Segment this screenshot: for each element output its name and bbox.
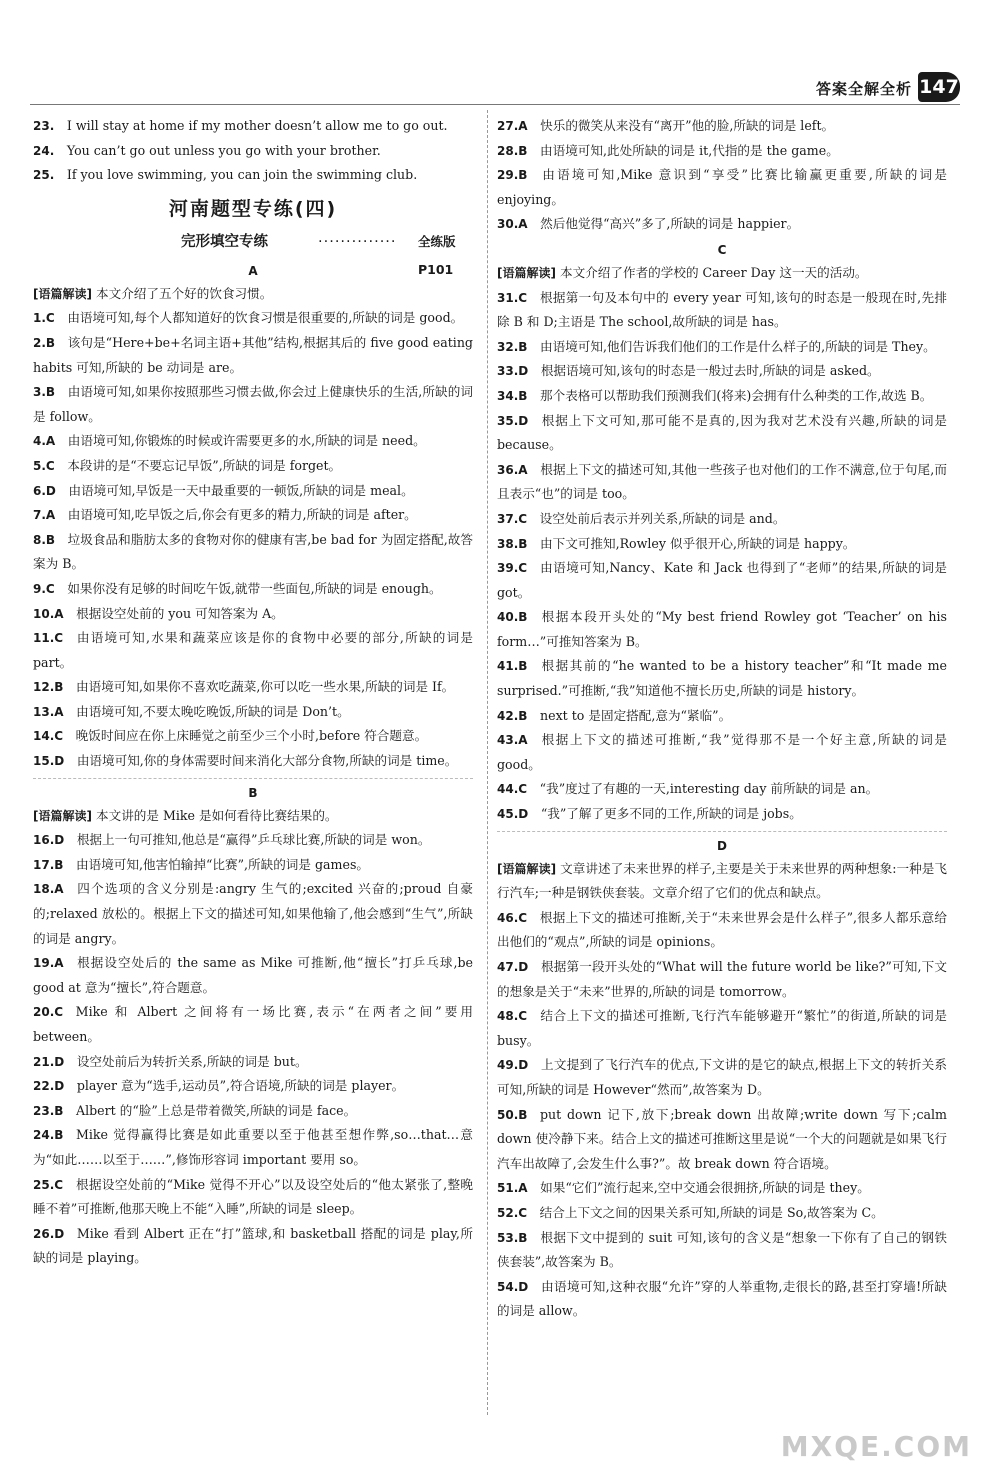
answer-text: next to 是固定搭配,意为“紧临”。 — [540, 707, 732, 723]
answer-item — [33, 1099, 473, 1124]
answer-text: 结合上下文之间的因果关系可知,所缺的词是 So,故答案为 C。 — [539, 1204, 884, 1220]
answer-text: 由语境可知,不要太晚吃晚饭,所缺的词是 Don’t。 — [76, 703, 350, 719]
answer-item — [497, 335, 947, 360]
answer-item — [33, 749, 473, 774]
answer-item — [497, 1004, 947, 1053]
answer-item — [497, 556, 947, 605]
answer-text: 然后他觉得“高兴”多了,所缺的词是 happier。 — [540, 216, 800, 232]
answer-text: Mike 觉得赢得比赛是如此重要以至于他甚至想作弊,so…that…意为“如此……以至于……”,修饰形容词 important 要用 so。 — [33, 1127, 473, 1167]
answer-number: 34.B — [497, 388, 528, 403]
answer-number: 4.A — [33, 434, 56, 449]
answer-number: 35.D — [497, 413, 529, 428]
answer-number: 39.C — [497, 561, 528, 576]
answer-item — [497, 728, 947, 777]
answer-item — [497, 1176, 947, 1201]
answer-number: 19.A — [33, 956, 64, 971]
answer-text: 结合上下文的描述可推断,飞行汽车能够避开“繁忙”的街道,所缺的词是 busy。 — [497, 1008, 947, 1048]
answer-number: 23. — [33, 119, 55, 133]
answer-number: 3.B — [33, 385, 56, 400]
answer-item — [33, 454, 473, 479]
page-number: 147 — [918, 72, 960, 102]
answer-text: 根据上一句可推知,他总是“赢得”乒乓球比赛,所缺的词是 won。 — [76, 832, 431, 848]
group-a-reading — [33, 282, 473, 307]
answer-number: 28.B — [497, 143, 528, 158]
subtitle-name: 完形填空专练 — [181, 233, 268, 250]
answer-number: 25. — [33, 168, 55, 183]
answer-text: 四个选项的含义分别是:angry 生气的;excited 兴奋的;proud 自豪的;relaxed 放松的。根据上下文的描述可知,如果他输了,他会感到“生气”,所缺的词是 angry。 — [33, 881, 473, 946]
answer-number: 2.B — [33, 335, 56, 350]
answer-number: 50.B — [497, 1107, 528, 1122]
section-title: 河南题型专练(四) — [168, 197, 338, 220]
answer-number: 24. — [33, 143, 55, 158]
answer-item — [497, 1201, 947, 1226]
answer-item — [33, 528, 473, 577]
answer-text: 根据语境可知,该句的时态是一般过去时,所缺的词是 asked。 — [540, 363, 880, 379]
answer-item — [33, 1222, 473, 1271]
answer-item — [33, 700, 473, 725]
answer-item — [497, 532, 947, 557]
answer-text: 由语境可知,此处所缺的词是 it,代指的是 the game。 — [540, 142, 839, 158]
answer-item — [497, 1103, 947, 1177]
answer-text: 上文提到了飞行汽车的优点,下文讲的是它的缺点,根据上下文的转折关系可知,所缺的词是 However“然而”,故答案为 D。 — [497, 1057, 947, 1097]
answer-item — [33, 429, 473, 454]
reading-tag: [语篇解读] — [497, 265, 556, 280]
answer-item — [497, 507, 947, 532]
answer-number: 22.D — [33, 1079, 65, 1094]
answer-item — [33, 380, 473, 429]
answer-item — [33, 1000, 473, 1049]
answer-text: 根据第一段开头处的“What will the future world be like?”可知,下文的想象是关于“未来”世界的,所缺的词是 tomorrow。 — [497, 959, 947, 999]
answer-number: 8.B — [33, 532, 56, 547]
answer-item — [33, 331, 473, 380]
answer-item — [497, 704, 947, 729]
answer-number: 47.D — [497, 960, 529, 974]
answer-item — [497, 906, 947, 955]
answer-number: 21.D — [33, 1054, 65, 1069]
answer-number: 7.A — [33, 508, 56, 523]
answer-item — [497, 654, 947, 703]
answer-item — [33, 163, 473, 188]
answer-text: 根据其前的“he wanted to be a history teacher”和“It made me surprised.”可推断,“我”知道他不擅长历史,所缺的词是 history。 — [497, 658, 947, 699]
answer-text: 由语境可知,Mike 意识到“享受”比赛比输赢更重要,所缺的词是 enjoying。 — [497, 167, 947, 207]
answer-number: 14.C — [33, 729, 64, 744]
answer-number: 13.A — [33, 704, 64, 719]
answer-item — [497, 139, 947, 164]
reading-tag: [语篇解读] — [497, 861, 557, 876]
answer-text: 由语境可知,这种衣服“允许”穿的人举重物,走很长的路,甚至打穿墙!所缺的词是 allow。 — [497, 1278, 947, 1319]
answer-number: 54.D — [497, 1279, 529, 1294]
answer-text: I will stay at home if my mother doesn’t allow me to go out. — [66, 118, 448, 133]
answer-text: 由语境可知,如果你按照那些习惯去做,你会过上健康快乐的生活,所缺的词是 follow。 — [33, 384, 473, 424]
top-items — [497, 114, 947, 237]
watermark: MXQE.COM — [780, 1430, 972, 1463]
answer-text: 由语境可知,你锻炼的时候或许需要更多的水,所缺的词是 need。 — [67, 433, 426, 449]
answer-text: 那个表格可以帮助我们预测我们(将来)会拥有什么种类的工作,故选 B。 — [540, 387, 933, 403]
answer-number: 18.A — [33, 882, 64, 897]
answer-item — [497, 384, 947, 409]
answer-item — [33, 479, 473, 504]
answer-text: 根据上下文的描述可推断,关于“未来世界会是什么样子”,很多人都乐意给出他们的“观点”,所缺的词是 opinions。 — [497, 909, 947, 950]
answer-text: 由语境可知,吃早饭之后,你会有更多的精力,所缺的词是 after。 — [67, 507, 417, 523]
answer-number: 43.A — [497, 733, 528, 748]
answer-number: 48.C — [497, 1009, 528, 1024]
subtitle-dots: ·············· — [318, 233, 397, 250]
answer-number: 12.B — [33, 680, 64, 695]
answer-item — [497, 359, 947, 384]
answer-number: 6.D — [33, 483, 56, 498]
answer-item — [33, 114, 473, 139]
group-a-letter: A — [248, 263, 258, 278]
answer-number: 24.B — [33, 1128, 64, 1143]
answer-text: player 意为“选手,运动员”,符合语境,所缺的词是 player。 — [76, 1078, 405, 1094]
group-c-reading — [497, 261, 947, 286]
answer-item — [33, 503, 473, 528]
answer-number: 44.C — [497, 782, 528, 797]
reading-tag: [语篇解读] — [33, 808, 92, 823]
answer-item — [497, 605, 947, 654]
answer-text: 该句是“Here+be+名词主语+其他”结构,根据其后的 five good eating habits 可知,所缺的 be 动词是 are。 — [33, 334, 473, 375]
left-column — [33, 114, 473, 1271]
subtitle — [33, 228, 473, 277]
answer-number: 5.C — [33, 458, 55, 473]
answer-number: 11.C — [33, 631, 64, 646]
reading-text: 文章讲述了未来世界的样子,主要是关于未来世界的两种想象:一种是飞行汽车;一种是钢铁侠套装。文章介绍了它们的优点和缺点。 — [497, 860, 947, 901]
answer-number: 30.A — [497, 217, 528, 232]
answer-number: 10.A — [33, 606, 64, 621]
group-c-letter: C — [717, 242, 727, 257]
answer-number: 31.C — [497, 290, 528, 305]
answer-text: Albert 的“脸”上总是带着微笑,所缺的词是 face。 — [76, 1102, 357, 1118]
reading-text: 本文介绍了作者的学校的 Career Day 这一天的活动。 — [560, 264, 868, 280]
answer-item — [33, 1173, 473, 1222]
answer-item — [33, 951, 473, 1000]
answer-item — [497, 802, 947, 827]
answer-item — [33, 877, 473, 951]
answer-number: 42.B — [497, 708, 528, 723]
answer-item — [33, 139, 473, 164]
answer-item — [497, 212, 947, 237]
answer-text: 由语境可知,水果和蔬菜应该是你的食物中必要的部分,所缺的词是 part。 — [33, 630, 473, 670]
answer-item — [497, 1053, 947, 1102]
answer-item — [33, 724, 473, 749]
answer-text: 如果“它们”流行起来,空中交通会很拥挤,所缺的词是 they。 — [540, 1180, 870, 1196]
answer-text: 如果你没有足够的时间吃午饭,就带一些面包,所缺的词是 enough。 — [67, 580, 442, 596]
answer-text: “我”度过了有趣的一天,interesting day 前所缺的词是 an。 — [539, 781, 879, 797]
answer-number: 36.A — [497, 462, 528, 477]
answer-number: 40.B — [497, 610, 528, 625]
answer-item — [497, 1275, 947, 1324]
answer-number: 9.C — [33, 581, 55, 596]
answer-number: 37.C — [497, 511, 528, 526]
answer-number: 25.C — [33, 1177, 64, 1192]
answer-item — [497, 777, 947, 802]
answer-text: 由语境可知,Nancy、Kate 和 Jack 也得到了“老师”的结果,所缺的词是 got。 — [497, 560, 947, 600]
answer-number: 15.D — [33, 754, 65, 769]
reading-text: 本文介绍了五个好的饮食习惯。 — [96, 285, 273, 301]
answer-item — [33, 306, 473, 331]
answer-text: 根据设空处前的“Mike 觉得不开心”以及设空处后的“他太紧张了,整晚睡不着”可推断,他那天晚上不能“入睡”,所缺的词是 sleep。 — [33, 1176, 473, 1217]
answer-item — [33, 853, 473, 878]
group-b-letter: B — [248, 785, 258, 800]
answer-number: 51.A — [497, 1181, 528, 1196]
answer-number: 26.D — [33, 1226, 65, 1241]
right-column — [497, 114, 947, 1324]
group-a-items — [33, 306, 473, 773]
answer-number: 20.C — [33, 1005, 64, 1020]
group-b-items — [33, 828, 473, 1271]
answer-item — [33, 1050, 473, 1075]
answer-item — [33, 602, 473, 627]
answer-text: put down 记下,放下;break down 出故障;write down 写下;calm down 使冷静下来。结合上文的描述可推断这里是说“一个大的问题就是如果飞行汽车出故障了,会发生什么事?”。故 break down 符合语境。 — [497, 1106, 947, 1171]
answer-text: Mike 和 Albert 之间将有一场比赛,表示“在两者之间”要用 between。 — [33, 1004, 473, 1044]
group-c-items — [497, 286, 947, 827]
answer-item — [497, 286, 947, 335]
answer-item — [497, 163, 947, 212]
answer-text: 根据本段开头处的“My best friend Rowley got ‘Teacher’ on his form…”可推知答案为 B。 — [497, 609, 947, 649]
group-b-reading — [33, 804, 473, 829]
answer-text: 由下文可推知,Rowley 似乎很开心,所缺的词是 happy。 — [540, 535, 856, 551]
answer-number: 49.D — [497, 1058, 529, 1073]
page-header — [786, 76, 960, 104]
column-divider — [487, 110, 488, 1415]
answer-number: 33.D — [497, 364, 529, 379]
answer-text: 根据设空处后的 the same as Mike 可推断,他“擅长”打乒乓球,be good at 意为“擅长”,符合题意。 — [33, 955, 473, 995]
answer-text: 快乐的微笑从来没有“离开”他的脸,所缺的词是 left。 — [540, 118, 835, 133]
answer-item — [497, 458, 947, 507]
answer-number: 23.B — [33, 1103, 64, 1118]
separator — [33, 778, 473, 780]
answer-text: 根据第一句及本句中的 every year 可知,该句的时态是一般现在时,先排除 B 和 D;主语是 The school,故所缺的词是 has。 — [497, 289, 947, 330]
answer-text: 垃圾食品和脂肪太多的食物对你的健康有害,be bad for 为固定搭配,故答案为 B。 — [33, 531, 473, 572]
answer-number: 1.C — [33, 311, 55, 326]
answer-text: 根据上下文的描述可知,其他一些孩子也对他们的工作不满意,位于句尾,而且表示“也”的词是 too。 — [497, 461, 947, 502]
answer-number: 45.D — [497, 807, 529, 822]
answer-number: 52.C — [497, 1205, 528, 1220]
intro-items — [33, 114, 473, 188]
answer-number: 38.B — [497, 536, 528, 551]
answer-text: 由语境可知,如果你不喜欢吃蔬菜,你可以吃一些水果,所缺的词是 If。 — [76, 679, 455, 695]
answer-text: 由语境可知,你的身体需要时间来消化大部分食物,所缺的词是 time。 — [76, 753, 458, 769]
answer-text: 由语境可知,早饭是一天中最重要的一顿饭,所缺的词是 meal。 — [68, 482, 414, 498]
answer-item — [497, 409, 947, 458]
answer-item — [33, 1074, 473, 1099]
reading-tag: [语篇解读] — [33, 286, 92, 301]
answer-text: 本段讲的是“不要忘记早饭”,所缺的词是 forget。 — [67, 457, 342, 473]
answer-text: If you love swimming, you can join the swimming club. — [66, 167, 418, 183]
answer-item — [33, 577, 473, 602]
answer-text: Mike 看到 Albert 正在“打”篮球,和 basketball 搭配的词是 play,所缺的词是 playing。 — [33, 1225, 473, 1266]
group-d-items — [497, 906, 947, 1324]
answer-text: 设空处前后为转折关系,所缺的词是 but。 — [76, 1053, 308, 1069]
answer-text: 根据设空处前的 you 可知答案为 A。 — [76, 605, 284, 621]
answer-text: 根据上下文可知,那可能不是真的,因为我对艺术没有兴趣,所缺的词是 because。 — [497, 412, 947, 453]
answer-number: 29.B — [497, 168, 528, 183]
answer-number: 32.B — [497, 339, 528, 354]
answer-number: 16.D — [33, 833, 65, 848]
answer-text: “我”了解了更多不同的工作,所缺的词是 jobs。 — [540, 806, 802, 822]
answer-text: 根据下文中提到的 suit 可知,该句的含义是“想象一下你有了自己的钢铁侠套装”,故答案为 B。 — [497, 1229, 947, 1270]
answer-number: 17.B — [33, 857, 64, 872]
answer-number: 46.C — [497, 910, 528, 925]
answer-item — [33, 1123, 473, 1172]
answer-item — [497, 1226, 947, 1275]
answer-text: You can’t go out unless you go with your brother. — [66, 142, 381, 158]
answer-item — [497, 114, 947, 139]
answer-item — [497, 955, 947, 1004]
answer-text: 由语境可知,每个人都知道好的饮食习惯是很重要的,所缺的词是 good。 — [67, 310, 464, 326]
answer-text: 根据上下文的描述可推断,“我”觉得那不是一个好主意,所缺的词是 good。 — [497, 732, 947, 772]
reading-text: 本文讲的是 Mike 是如何看待比赛结果的。 — [96, 807, 338, 823]
header-label: 答案全解全析 — [815, 80, 912, 98]
answer-number: 53.B — [497, 1230, 528, 1245]
answer-item — [33, 675, 473, 700]
answer-text: 由语境可知,他们告诉我们他们的工作是什么样子的,所缺的词是 They。 — [540, 338, 936, 354]
group-d-reading — [497, 857, 947, 906]
answer-number: 27.A — [497, 119, 528, 133]
answer-item — [33, 626, 473, 675]
subtitle-ref: 全练版 P101 — [418, 233, 456, 277]
answer-item — [33, 828, 473, 853]
answer-text: 由语境可知,他害怕输掉“比赛”,所缺的词是 games。 — [76, 856, 370, 872]
group-d-letter: D — [717, 838, 727, 853]
answer-text: 晚饭时间应在你上床睡觉之前至少三个小时,before 符合题意。 — [75, 728, 428, 744]
header-rule — [30, 104, 960, 105]
answer-text: 设空处前后表示并列关系,所缺的词是 and。 — [539, 510, 786, 526]
answer-number: 41.B — [497, 659, 528, 674]
separator — [497, 831, 947, 833]
